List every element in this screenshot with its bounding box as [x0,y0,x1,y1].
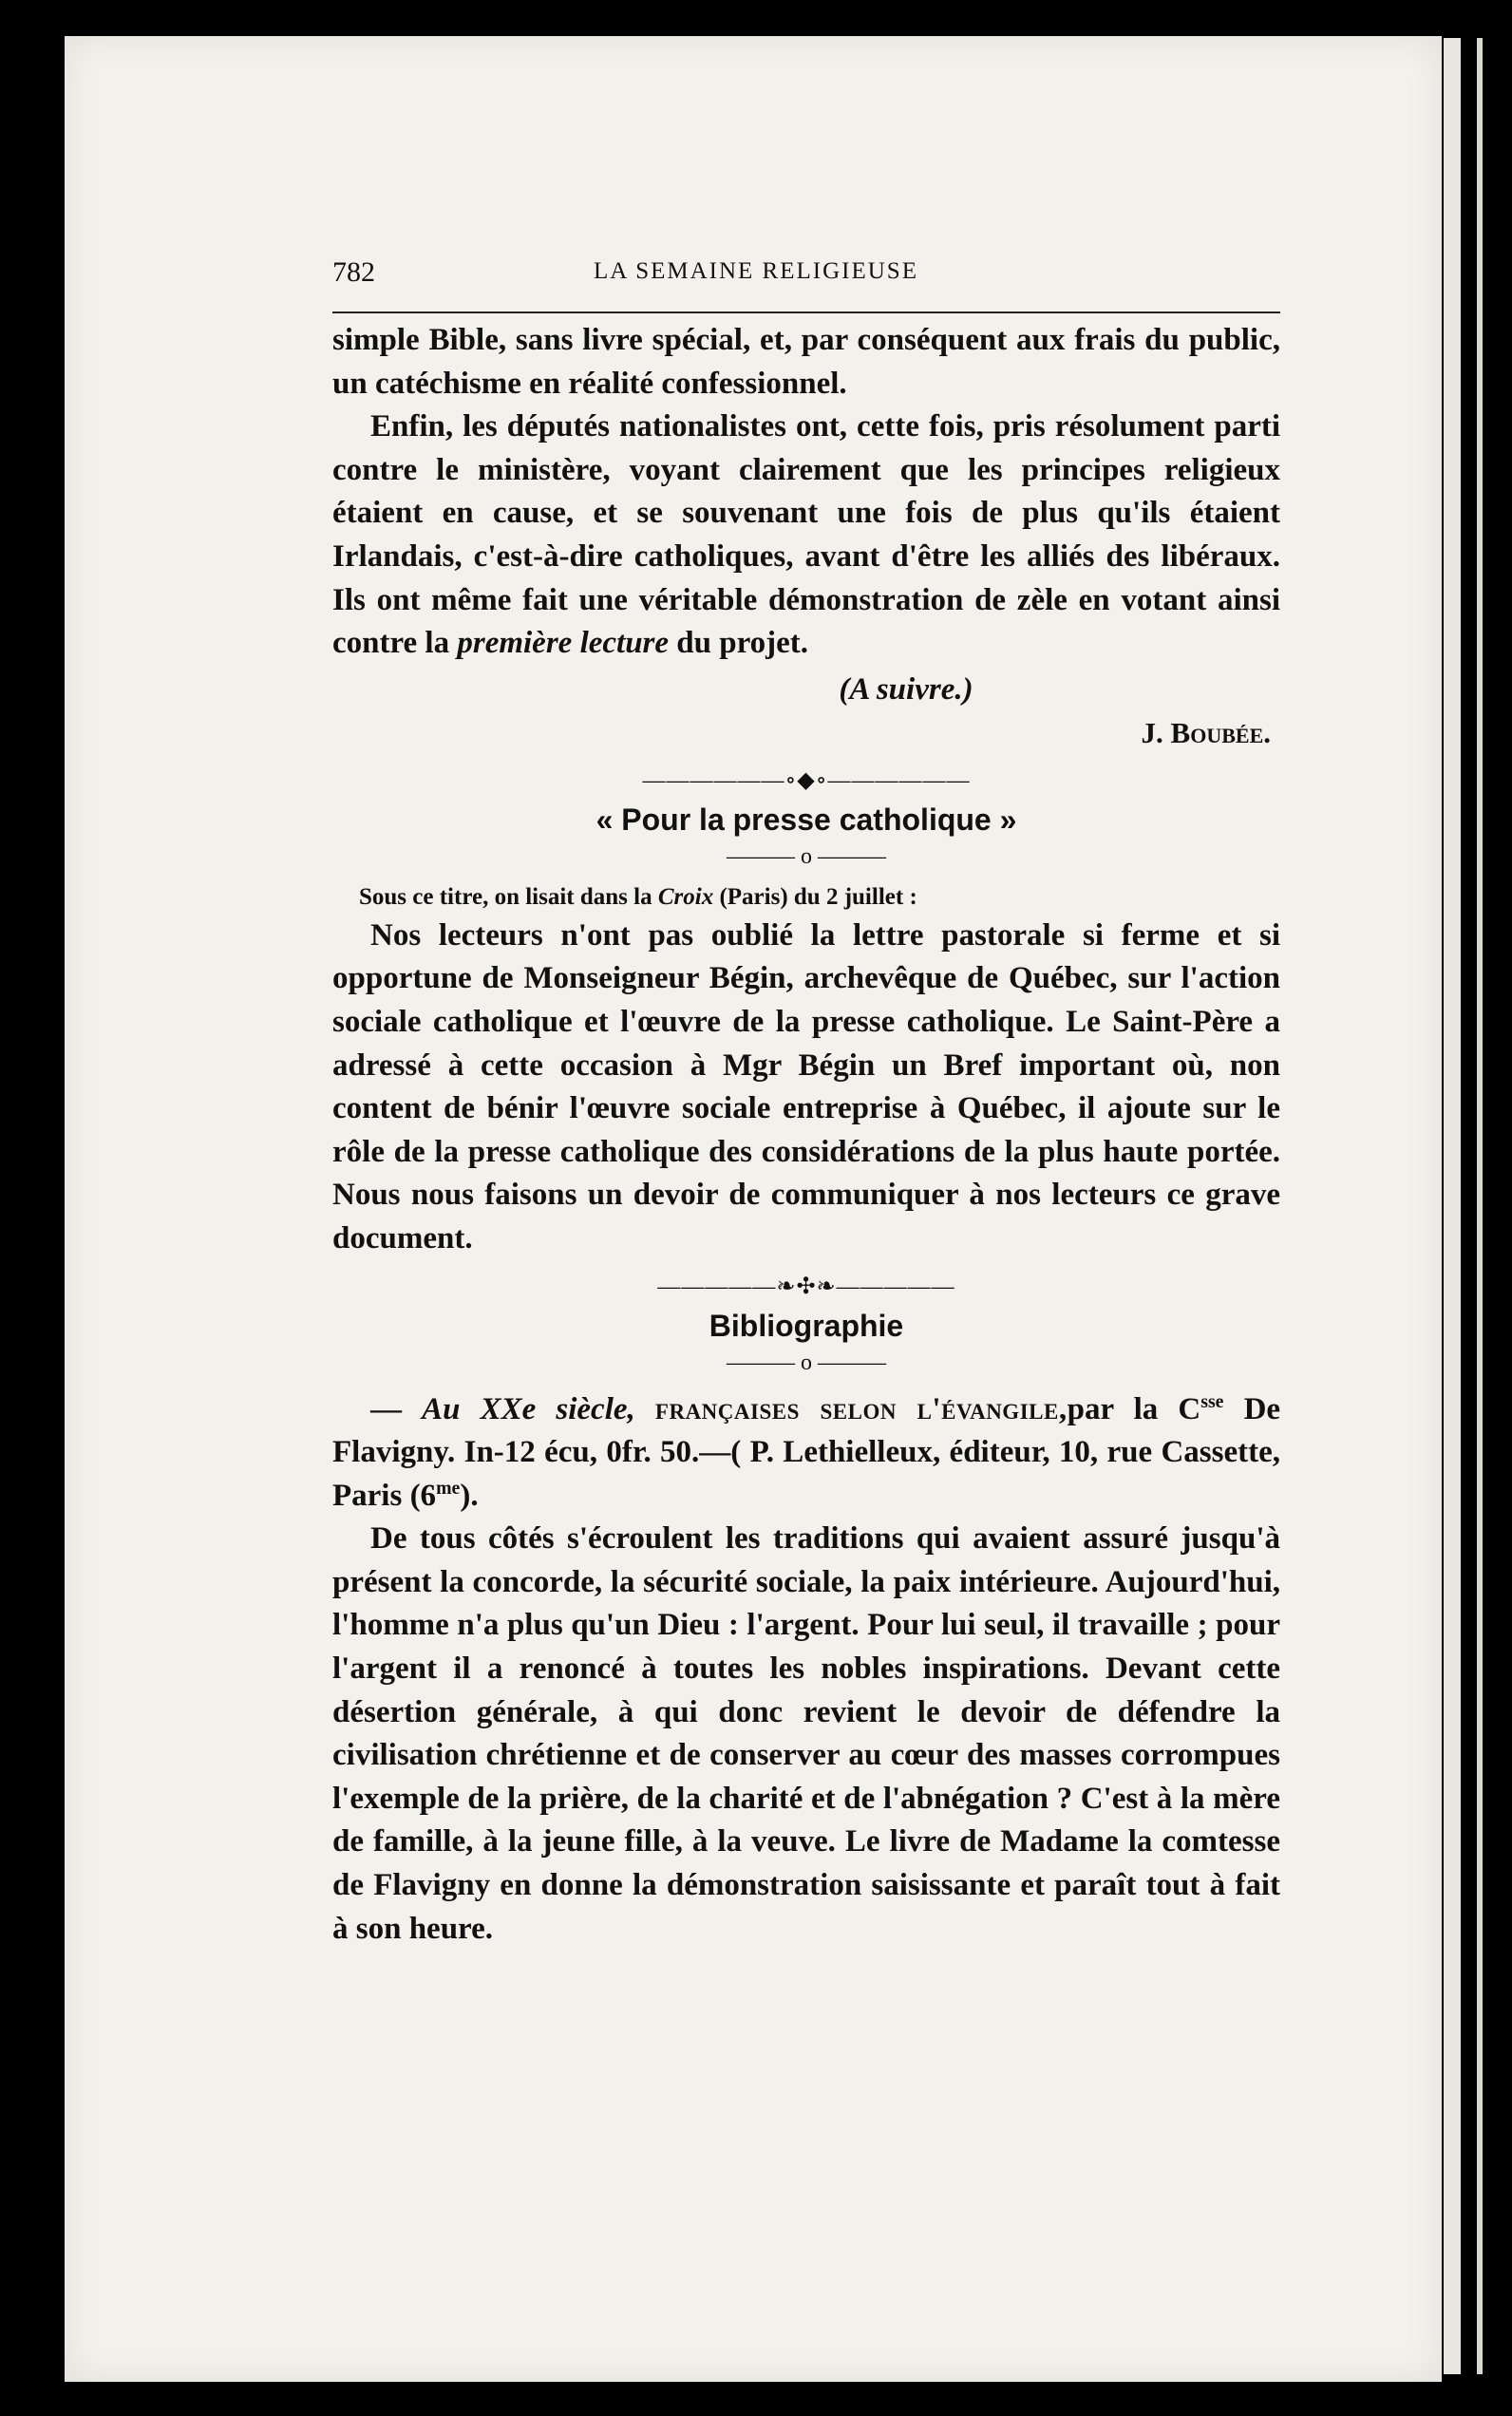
to-follow-note [332,668,1280,711]
section-ornament-2: —————❧✣❧————— [657,1274,955,1299]
intro-after: (Paris) du 2 juillet : [719,883,917,910]
paragraph-nationalists-end: du projet. [676,626,809,661]
header-rule [332,311,1280,313]
section-ornament: ——————∘◆∘—————— [642,767,971,793]
author-signature [332,711,1280,755]
paragraph-nationalists-text: Enfin, les députés nationalistes ont, cette fois, pris résolument parti contre le ministère, voyant clairement que les principes religieux étaient en cause, et se souvenant une fois de plus qu'ils étaient Irlandais, c'est-à-dire catholiques, avant d'être les alliés des libéraux. Ils ont même fait une véritable démonstration de zèle en votant ainsi contre la [332,409,1280,661]
next-page-edge-line [1477,38,1483,2374]
italic-premiere-lecture: première lecture [457,626,670,661]
bibliography-title: Bibliographie [709,1308,904,1343]
bibliography-entry [332,1388,1280,1519]
page-content [332,256,1280,1951]
entry-rest-2: De Flavigny. In-12 écu, 0fr. 50.—( P. Lethielleux, éditeur, 10, rue Cassette, Paris (6 [332,1391,1281,1513]
entry-sup-1: sse [1200,1390,1224,1412]
entry-sup-2: me [436,1477,461,1499]
entry-rest-1: par la C [1067,1391,1201,1426]
next-page-edge [1444,38,1461,2374]
intro-before: Sous ce titre, on lisait dans la [359,883,652,910]
small-divider: ——— o ——— [727,843,886,869]
small-divider-2: ——— o ——— [727,1350,886,1375]
to-follow-text: (A suivre.) [839,671,973,707]
entry-rest-3: ). [460,1478,479,1513]
paragraph-pastoral-letter: Nos lecteurs n'ont pas oublié la lettre pastorale si ferme et si opportune de Monseigneur Bégin, archevêque de Québec, sur l'action sociale catholique et l'œuvre de la presse catholique. Le Saint-Père a adressé à cette occasion à Mgr Bégin un Bref important où, non content de bénir l'œuvre sociale entreprise à Québec, il ajoute sur le rôle de la presse catholique des considérations de la plus haute portée. Nous nous faisons un devoir de communiquer à nos lecteurs ce grave document. [332,917,1280,1255]
running-head [332,256,1280,294]
page-number: 782 [332,256,375,288]
entry-title-caps: françaises selon l'évangile, [654,1391,1068,1426]
running-title: LA SEMAINE RELIGIEUSE [594,258,918,284]
paragraph-review: De tous côtés s'écroulent les traditions qui avaient assuré jusqu'à présent la concorde, la sécurité sociale, la paix intérieure. Aujourd'hui, l'homme n'a plus qu'un Dieu : l'argent. Pour lui seul, il travaille ; pour l'argent il a renoncé à toutes les nobles inspirations. Devant cette désertion générale, à qui donc revient le devoir de défendre la civilisation chrétienne et de conserver au cœur des masses corrompues l'exemple de la prière, de la charité et de l'abnégation ? C'est à la mère de famille, à la jeune fille, à la veuve. Le livre de Madame la comtesse de Flavigny en donne la démonstration saisissante et paraît tout à fait à son heure. [332,1521,1280,1946]
intro-croix: Croix [657,883,714,910]
author-name: J. Boubée. [1141,715,1271,749]
paragraph-nationalists [332,406,1280,666]
entry-title-italic: Au XXe siècle, [422,1391,635,1426]
article-title: « Pour la presse catholique » [595,802,1017,837]
entry-dash: — [370,1391,402,1426]
article-intro [359,880,1280,915]
paragraph-continued: simple Bible, sans livre spécial, et, par conséquent aux frais du public, un catéchisme en réalité confessionnel. [332,323,1280,401]
